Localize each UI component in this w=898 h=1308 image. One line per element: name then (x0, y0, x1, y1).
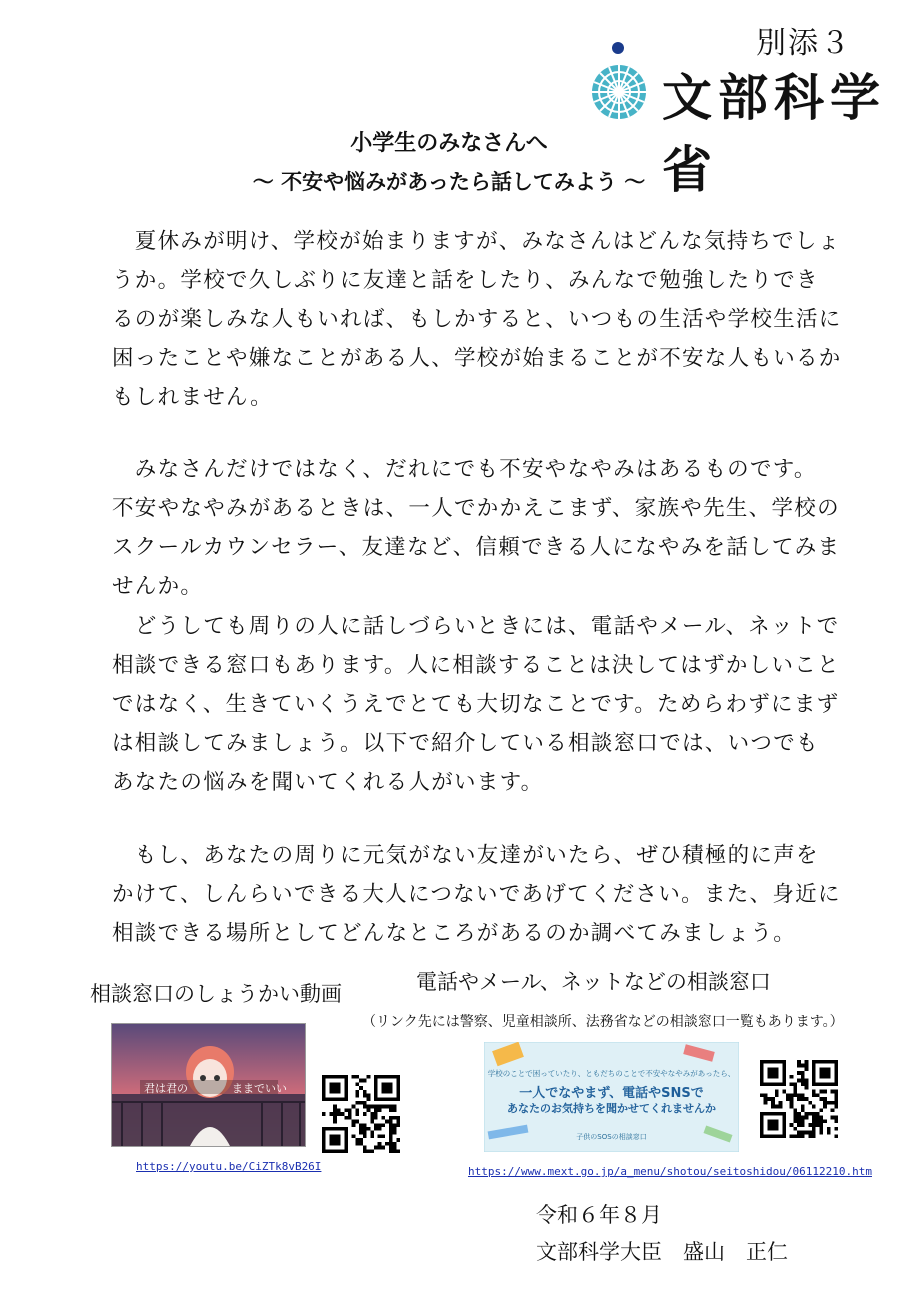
text-line: 夏休みが明け、学校が始まりますが、みなさんはどんな気持ちでしょ (112, 229, 841, 254)
consult-link[interactable]: https://www.mext.go.jp/a_menu/shotou/seitoshidou/06112210.htm (468, 1165, 872, 1178)
text-line: るのが楽しみな人もいれば、もしかすると、いつもの生活や学校生活に (112, 307, 842, 332)
paragraph-2 (112, 450, 841, 606)
consult-section-label: 電話やメール、ネットなどの相談窓口 (416, 970, 771, 994)
paragraph-3 (112, 607, 840, 802)
qr-code-icon[interactable] (760, 1060, 838, 1138)
paragraph-1 (112, 222, 842, 417)
qr-code-icon[interactable] (322, 1075, 400, 1153)
text-line: ではなく、生きていくうえでとても大切なことです。ためらわずにまず (112, 692, 840, 717)
video-link[interactable]: https://youtu.be/CiZTk8vB26I (136, 1160, 322, 1173)
page-subtitle: 〜 不安や悩みがあったら話してみよう 〜 (252, 169, 646, 194)
text-line: どうしても周りの人に話しづらいときには、電話やメール、ネットで (112, 614, 840, 639)
video-thumbnail[interactable] (111, 1023, 306, 1147)
text-line: は相談してみましょう。以下で紹介している相談窓口では、いつでも (112, 731, 819, 756)
video-section-label: 相談窓口のしょうかい動画 (90, 982, 342, 1006)
text-line: もしれません。 (112, 385, 273, 410)
paragraph-4 (112, 836, 841, 953)
banner-footer: 子供のSOSの相談窓口 (576, 1133, 647, 1141)
mext-emblem-icon (586, 40, 666, 130)
banner-line-1: 一人でなやまず、電話やSNSで (519, 1086, 704, 1101)
text-line: みなさんだけではなく、だれにでも不安やなやみはあるものです。 (112, 457, 817, 482)
text-line: かけて、しんらいできる大人につないであげてください。また、身近に (112, 882, 841, 907)
text-line: うか。学校で久しぶりに友達と話をしたり、みんなで勉強したりでき (112, 268, 819, 293)
page-title: 小学生のみなさんへ (350, 130, 548, 156)
issue-date: 令和６年８月 (536, 1203, 662, 1227)
text-line: 不安やなやみがあるときは、一人でかかえこまず、家族や先生、学校の (112, 496, 840, 521)
consult-banner[interactable] (484, 1042, 739, 1152)
text-line: あなたの悩みを聞いてくれる人がいます。 (112, 770, 544, 795)
text-line: 困ったことや嫌なことがある人、学校が始まることが不安な人もいるか (112, 346, 842, 371)
text-line: 相談できる窓口もあります。人に相談することは決してはずかしいこと (112, 653, 840, 678)
consult-note: （リンク先には警察、児童相談所、法務省などの相談窓口一覧もあります。） (362, 1014, 844, 1030)
signature: 文部科学大臣 盛山 正仁 (536, 1240, 788, 1264)
banner-line-2: あなたのお気持ちを聞かせてくれませんか (507, 1102, 716, 1115)
text-line: もし、あなたの周りに元気がない友達がいたら、ぜひ積極的に声を (112, 843, 819, 868)
thumbnail-caption-right: ままでいい (232, 1082, 287, 1095)
ministry-logo-text: 文部科学省 (662, 69, 886, 199)
text-line: せんか。 (112, 574, 204, 599)
text-line: 相談できる場所としてどんなところがあるのか調べてみましょう。 (112, 921, 797, 946)
banner-small-text: 学校のことで困っていたり、ともだちのことで不安やなやみがあったら、 (487, 1069, 736, 1078)
annex-label: 別添３ (756, 26, 852, 61)
text-line: スクールカウンセラー、友達など、信頼できる人になやみを話してみま (112, 535, 841, 560)
thumbnail-caption-left: 君は君の (144, 1082, 188, 1095)
